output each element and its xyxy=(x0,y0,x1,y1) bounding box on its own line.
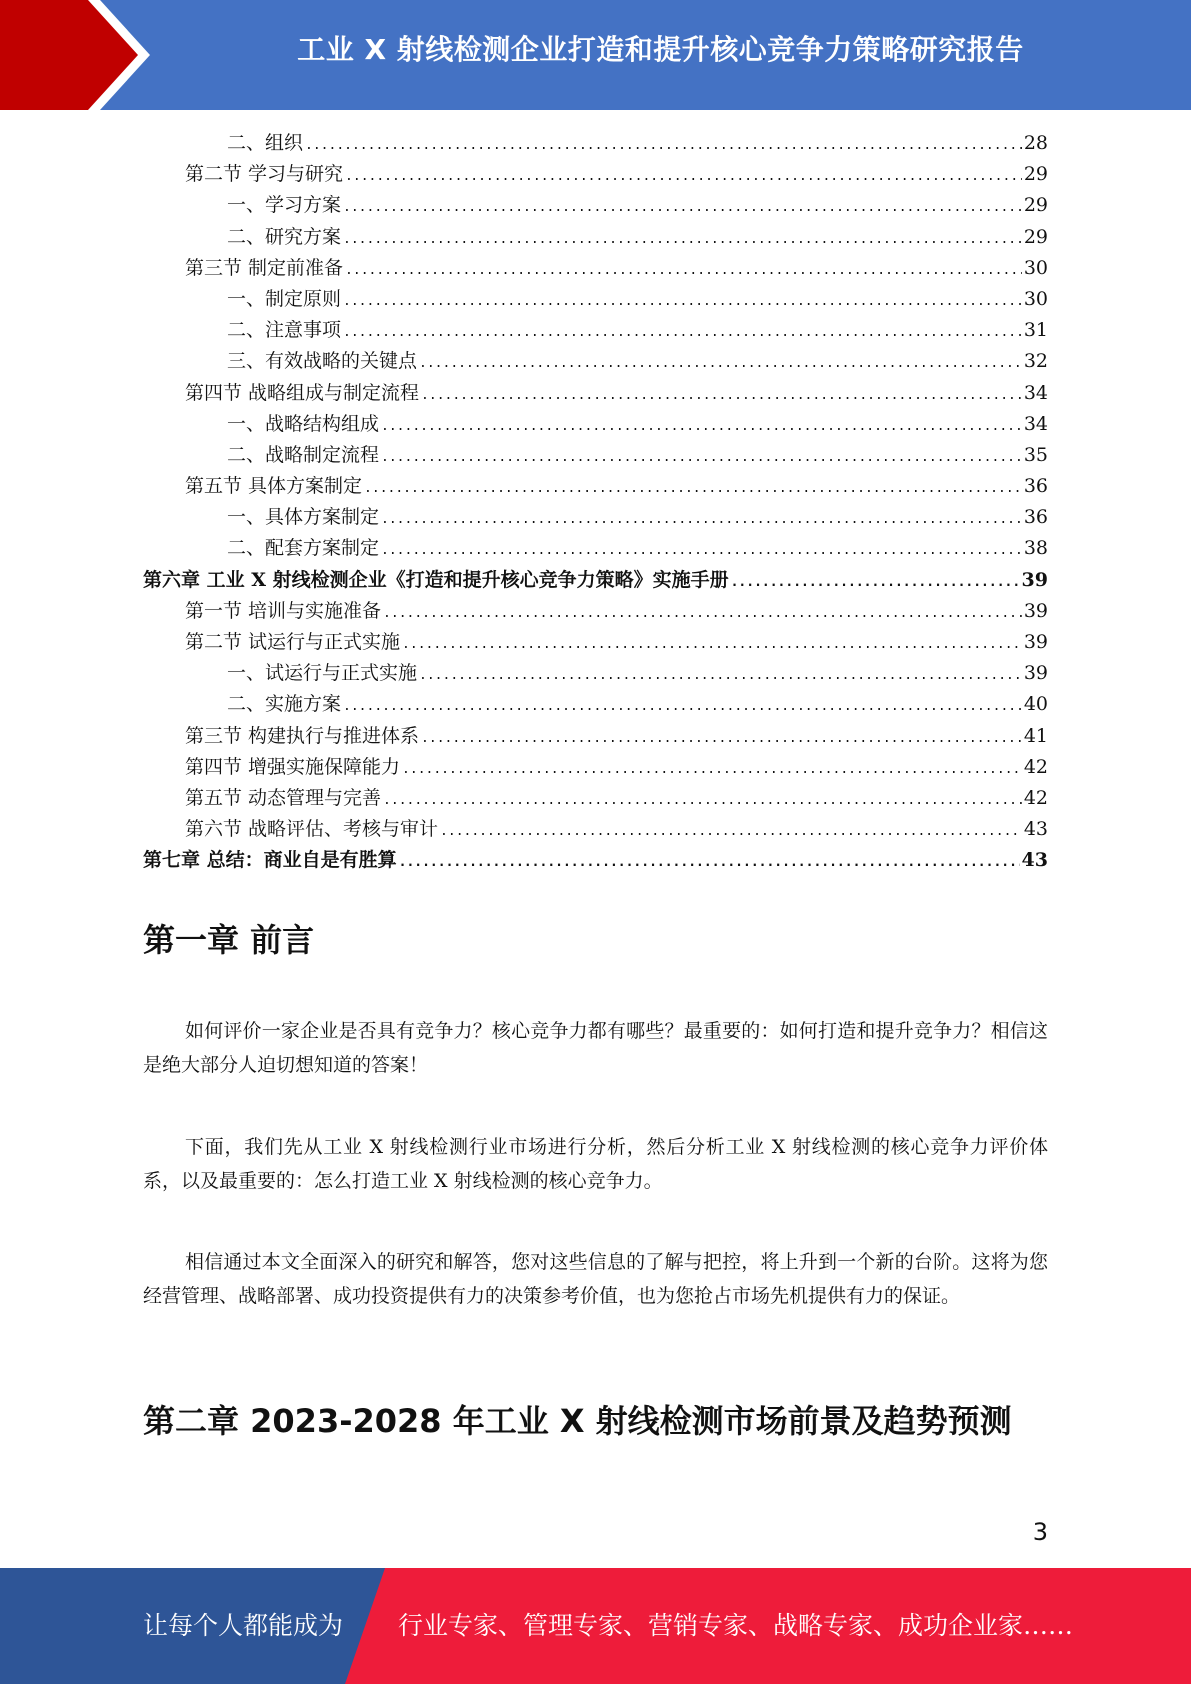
toc-entry[interactable] xyxy=(143,721,1048,752)
toc-dot-leader xyxy=(364,481,1022,496)
footer-banner xyxy=(0,1568,1191,1684)
toc-entry[interactable] xyxy=(143,315,1048,346)
toc-entry[interactable] xyxy=(143,222,1048,253)
toc-entry-page: 32 xyxy=(1023,350,1048,373)
toc-entry-page: 34 xyxy=(1023,412,1048,435)
toc-dot-leader xyxy=(381,543,1022,558)
toc-entry-label: 第三节 构建执行与推进体系 xyxy=(185,724,420,747)
toc-entry-page: 31 xyxy=(1023,319,1048,342)
toc-entry[interactable] xyxy=(143,627,1048,658)
toc-dot-leader xyxy=(343,294,1022,309)
toc-entry-page: 41 xyxy=(1023,724,1048,747)
toc-dot-leader xyxy=(345,169,1022,184)
toc-entry-label: 第一节 培训与实施准备 xyxy=(185,599,382,622)
toc-entry[interactable] xyxy=(143,378,1048,409)
toc-entry-label: 第四节 增强实施保障能力 xyxy=(185,755,401,778)
toc-entry[interactable] xyxy=(143,596,1048,627)
toc-entry-label: 第四节 战略组成与制定流程 xyxy=(185,381,420,404)
chapter1-paragraph: 相信通过本文全面深入的研究和解答，您对这些信息的了解与把控，将上升到一个新的台阶。这将为您经营管理、战略部署、成功投资提供有力的决策参考价值，也为您抢占市场先机提供有力的保证。 xyxy=(143,1251,1048,1307)
toc-entry-page: 30 xyxy=(1023,256,1048,279)
toc-entry-page: 28 xyxy=(1023,132,1048,154)
toc-entry-label: 二、战略制定流程 xyxy=(227,443,380,466)
toc-entry[interactable] xyxy=(143,128,1048,159)
toc-entry[interactable] xyxy=(143,533,1048,564)
toc-dot-leader xyxy=(381,512,1022,527)
table-of-contents xyxy=(143,128,1048,877)
header-banner xyxy=(0,0,1191,110)
toc-entry-label: 第六节 战略评估、考核与审计 xyxy=(185,818,439,841)
toc-entry-label: 二、配套方案制定 xyxy=(227,537,380,560)
toc-entry-page: 39 xyxy=(1023,599,1048,622)
toc-entry[interactable] xyxy=(143,253,1048,284)
toc-entry[interactable] xyxy=(143,284,1048,315)
toc-dot-leader xyxy=(343,200,1022,215)
toc-dot-leader xyxy=(402,637,1022,652)
toc-dot-leader xyxy=(383,793,1022,808)
toc-dot-leader xyxy=(419,668,1022,683)
chapter1-paragraph: 如何评价一家企业是否具有竞争力？核心竞争力都有哪些？最重要的：如何打造和提升竞争力？相信这是绝大部分人迫切想知道的答案！ xyxy=(143,1020,1048,1076)
toc-entry-label: 一、具体方案制定 xyxy=(227,506,380,529)
toc-entry[interactable] xyxy=(143,689,1048,720)
toc-entry-label: 二、实施方案 xyxy=(227,693,342,716)
toc-entry-page: 39 xyxy=(1023,662,1048,685)
footer-slogan-right: 行业专家、管理专家、营销专家、战略专家、成功企业家…… xyxy=(398,1611,1074,1640)
toc-dot-leader xyxy=(402,762,1022,777)
toc-entry-page: 36 xyxy=(1023,506,1048,529)
toc-dot-leader xyxy=(381,450,1022,465)
toc-dot-leader xyxy=(421,388,1022,403)
toc-entry-label: 三、有效战略的关键点 xyxy=(227,350,418,373)
toc-entry-label: 一、制定原则 xyxy=(227,287,342,310)
toc-entry-label: 第二节 学习与研究 xyxy=(185,163,344,186)
toc-dot-leader xyxy=(381,419,1022,434)
toc-entry-label: 一、学习方案 xyxy=(227,194,342,217)
toc-dot-leader xyxy=(343,699,1022,714)
toc-entry-page: 36 xyxy=(1023,475,1048,498)
toc-entry-page: 39 xyxy=(1021,568,1048,591)
toc-entry[interactable] xyxy=(143,814,1048,845)
toc-dot-leader xyxy=(305,138,1022,153)
toc-dot-leader xyxy=(343,325,1022,340)
toc-entry-label: 二、组织 xyxy=(227,132,304,154)
toc-entry[interactable] xyxy=(143,783,1048,814)
toc-entry-label: 第五节 动态管理与完善 xyxy=(185,786,382,809)
chapter1-heading: 第一章 前言 xyxy=(143,921,315,959)
toc-dot-leader xyxy=(419,356,1022,371)
chapter2-heading: 第二章 2023-2028 年工业 X 射线检测市场前景及趋势预测 xyxy=(143,1402,1012,1440)
toc-entry-page: 40 xyxy=(1023,693,1048,716)
toc-entry[interactable] xyxy=(143,409,1048,440)
toc-dot-leader xyxy=(345,263,1022,278)
toc-entry-page: 35 xyxy=(1023,443,1048,466)
toc-entry[interactable] xyxy=(143,471,1048,502)
toc-entry[interactable] xyxy=(143,440,1048,471)
toc-dot-leader xyxy=(383,606,1022,621)
toc-dot-leader xyxy=(440,824,1022,839)
toc-entry-page: 38 xyxy=(1023,537,1048,560)
toc-entry-page: 42 xyxy=(1023,786,1048,809)
toc-dot-leader xyxy=(343,232,1022,247)
toc-entry[interactable] xyxy=(143,159,1048,190)
toc-entry-label: 第二节 试运行与正式实施 xyxy=(185,631,401,653)
toc-dot-leader xyxy=(399,855,1020,870)
toc-entry[interactable] xyxy=(143,752,1048,783)
toc-entry-page: 43 xyxy=(1023,818,1048,841)
toc-entry[interactable] xyxy=(143,565,1048,596)
toc-entry-label: 二、研究方案 xyxy=(227,225,342,248)
toc-entry-page: 39 xyxy=(1023,631,1048,653)
toc-dot-leader xyxy=(731,575,1020,590)
toc-entry[interactable] xyxy=(143,502,1048,533)
toc-entry-label: 第七章 总结：商业自是有胜算 xyxy=(143,849,397,872)
toc-entry[interactable] xyxy=(143,346,1048,377)
toc-entry-page: 43 xyxy=(1021,849,1048,872)
toc-entry-page: 29 xyxy=(1023,194,1048,217)
toc-entry-label: 第五节 具体方案制定 xyxy=(185,475,363,498)
toc-entry-page: 42 xyxy=(1023,755,1048,778)
toc-entry-label: 第六章 工业 X 射线检测企业《打造和提升核心竞争力策略》实施手册 xyxy=(143,568,729,591)
footer-slogan-left: 让每个人都能成为 xyxy=(143,1611,344,1640)
toc-entry-page: 29 xyxy=(1023,225,1048,248)
toc-entry[interactable] xyxy=(143,658,1048,689)
toc-entry[interactable] xyxy=(143,190,1048,221)
report-title: 工业 X 射线检测企业打造和提升核心竞争力策略研究报告 xyxy=(297,33,1024,66)
toc-entry-label: 第三节 制定前准备 xyxy=(185,256,344,279)
toc-entry-label: 一、战略结构组成 xyxy=(227,412,380,435)
toc-dot-leader xyxy=(421,731,1022,746)
chapter1-paragraph: 下面，我们先从工业 X 射线检测行业市场进行分析，然后分析工业 X 射线检测的核心竞争力评价体系，以及最重要的：怎么打造工业 X 射线检测的核心竞争力。 xyxy=(143,1136,1048,1192)
toc-entry-page: 30 xyxy=(1023,287,1048,310)
page-number: 3 xyxy=(1032,1518,1048,1546)
toc-entry[interactable] xyxy=(143,845,1048,876)
toc-entry-label: 二、注意事项 xyxy=(227,319,342,342)
toc-entry-page: 29 xyxy=(1023,163,1048,186)
toc-entry-page: 34 xyxy=(1023,381,1048,404)
toc-entry-label: 一、试运行与正式实施 xyxy=(227,662,418,685)
